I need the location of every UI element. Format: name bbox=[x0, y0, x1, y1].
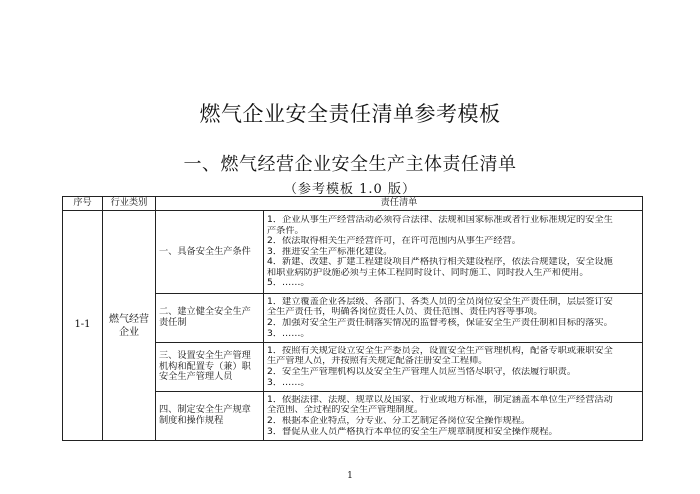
list-item: 1．按照有关规定设立安全生产委员会，设置安全生产管理机构，配备专职或兼职安全 bbox=[267, 345, 613, 356]
responsibility-items-cell bbox=[264, 392, 643, 441]
table-header-row bbox=[63, 197, 643, 211]
list-item: 3．……。 bbox=[267, 328, 310, 339]
list-item: 1．建立覆盖企业各层级、各部门、各类人员的全员岗位安全生产责任制，层层签订安 bbox=[267, 296, 613, 307]
list-item: 产条件。 bbox=[267, 225, 304, 236]
template-version: （参考模板 1.0 版） bbox=[284, 182, 416, 197]
list-item: 2．安全生产管理机构以及安全生产管理人员应当恪尽职守，依法履行职责。 bbox=[267, 367, 577, 377]
list-item: 1．依据法律、法规、规章以及国家、行业或地方标准，制定涵盖本单位生产经营活动 bbox=[267, 394, 613, 405]
responsibility-items-cell bbox=[264, 294, 643, 343]
category-cell: 二、建立健全安全生产责任制 bbox=[156, 294, 264, 343]
list-item: 全范围、全过程的安全生产管理制度。 bbox=[267, 405, 424, 416]
header-industry: 行业类别 bbox=[103, 197, 156, 211]
table-row bbox=[63, 211, 643, 294]
list-item: 和职业病防护设施必须与主体工程同时设计、同时施工、同时投入生产和使用。 bbox=[267, 267, 589, 278]
page-number: 1 bbox=[347, 471, 353, 481]
header-seq: 序号 bbox=[63, 197, 103, 211]
responsibility-items-cell bbox=[264, 211, 643, 294]
industry-cell: 燃气经营企业 bbox=[103, 211, 156, 441]
category-cell: 一、具备安全生产条件 bbox=[156, 211, 264, 294]
document-title: 燃气企业安全责任清单参考模板 bbox=[199, 102, 501, 126]
list-item: 3．督促从业人员严格执行本单位的安全生产规章制度和安全操作规程。 bbox=[267, 426, 558, 437]
list-item: 4．新建、改建、扩建工程建设项目严格执行相关建设程序，依法合规建设，安全设施 bbox=[267, 257, 613, 268]
list-item: 1．企业从事生产经营活动必须符合法律、法规和国家标准或者行业标准规定的安全生 bbox=[267, 214, 613, 225]
responsibility-items-cell bbox=[264, 343, 643, 392]
list-item: 生产管理人员，并按照有关规定配备注册安全工程师。 bbox=[267, 356, 488, 367]
seq-cell: 1-1 bbox=[63, 211, 103, 441]
category-cell: 四、制定安全生产规章制度和操作规程 bbox=[156, 392, 264, 441]
responsibility-table bbox=[62, 196, 643, 441]
section-title: 一、燃气经营企业安全生产主体责任清单 bbox=[183, 154, 517, 175]
list-item: 2．根据本企业特点，分专业、分工艺制定各岗位安全操作规程。 bbox=[267, 416, 531, 426]
list-item: 3．……。 bbox=[267, 377, 310, 388]
list-item: 2．加强对安全生产责任制落实情况的监督考核，保证安全生产责任制和目标的落实。 bbox=[267, 318, 613, 328]
list-item: 全生产责任书，明确各岗位责任人员、责任范围、责任内容等事项。 bbox=[267, 307, 543, 318]
list-item: 3．推进安全生产标准化建设。 bbox=[267, 246, 393, 257]
list-item: 2．依法取得相关生产经营许可，在许可范围内从事生产经营。 bbox=[267, 236, 521, 247]
list-item: 5．……。 bbox=[267, 278, 310, 289]
header-responsibility-list: 责任清单 bbox=[156, 197, 643, 211]
category-cell: 三、设置安全生产管理机构和配置专（兼）职安全生产管理人员 bbox=[156, 343, 264, 392]
